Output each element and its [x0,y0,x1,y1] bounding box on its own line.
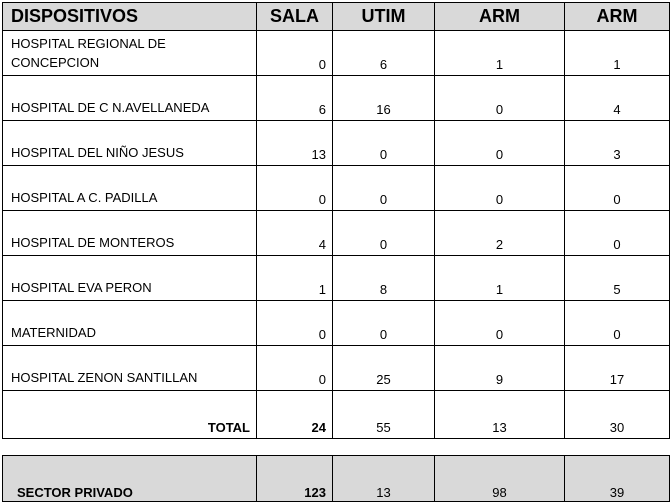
devices-table [2,2,670,439]
hospital-name: HOSPITAL ZENON SANTILLAN [3,346,257,391]
arm-value: 9 [435,346,565,391]
table-row [3,121,670,166]
table-row [3,31,670,76]
arm-2-value: 4 [565,76,670,121]
hospital-name: HOSPITAL DEL NIÑO JESUS [3,121,257,166]
arm-2-value: 0 [565,211,670,256]
utim-value: 8 [333,256,435,301]
header-sala: SALA [257,3,333,31]
private-arm: 98 [435,456,565,502]
header-dispositivos: DISPOSITIVOS [3,3,257,31]
sala-value: 0 [257,166,333,211]
sala-value: 13 [257,121,333,166]
header-utim: UTIM [333,3,435,31]
sala-value: 0 [257,31,333,76]
private-sector-table [2,455,670,502]
private-sector-label: SECTOR PRIVADO [3,456,257,502]
table-row [3,76,670,121]
hospital-name: HOSPITAL EVA PERON [3,256,257,301]
table-row [3,256,670,301]
hospital-name: HOSPITAL DE C N.AVELLANEDA [3,76,257,121]
total-arm: 13 [435,391,565,439]
arm-2-value: 5 [565,256,670,301]
total-arm-2: 30 [565,391,670,439]
utim-value: 16 [333,76,435,121]
utim-value: 0 [333,166,435,211]
arm-value: 0 [435,301,565,346]
arm-value: 1 [435,256,565,301]
arm-2-value: 1 [565,31,670,76]
arm-2-value: 0 [565,166,670,211]
table-row [3,166,670,211]
utim-value: 0 [333,211,435,256]
arm-2-value: 0 [565,301,670,346]
private-sector-row [3,456,670,502]
private-sala: 123 [257,456,333,502]
arm-value: 0 [435,166,565,211]
utim-value: 25 [333,346,435,391]
total-sala: 24 [257,391,333,439]
utim-value: 6 [333,31,435,76]
arm-2-value: 17 [565,346,670,391]
table-row [3,346,670,391]
utim-value: 0 [333,301,435,346]
sala-value: 0 [257,301,333,346]
sala-value: 6 [257,76,333,121]
total-label: TOTAL [3,391,257,439]
arm-value: 0 [435,121,565,166]
sala-value: 4 [257,211,333,256]
header-arm: ARM [435,3,565,31]
sala-value: 1 [257,256,333,301]
table-body [3,3,670,439]
table-row [3,211,670,256]
arm-value: 0 [435,76,565,121]
sala-value: 0 [257,346,333,391]
private-arm-2: 39 [565,456,670,502]
arm-value: 2 [435,211,565,256]
total-utim: 55 [333,391,435,439]
hospital-name: HOSPITAL DE MONTEROS [3,211,257,256]
hospital-name: HOSPITAL A C. PADILLA [3,166,257,211]
table-row [3,301,670,346]
private-utim: 13 [333,456,435,502]
header-row [3,3,670,31]
utim-value: 0 [333,121,435,166]
arm-value: 1 [435,31,565,76]
total-row [3,391,670,439]
header-arm-2: ARM [565,3,670,31]
hospital-name: MATERNIDAD [3,301,257,346]
hospital-name: HOSPITAL REGIONAL DE CONCEPCION [3,31,257,76]
arm-2-value: 3 [565,121,670,166]
